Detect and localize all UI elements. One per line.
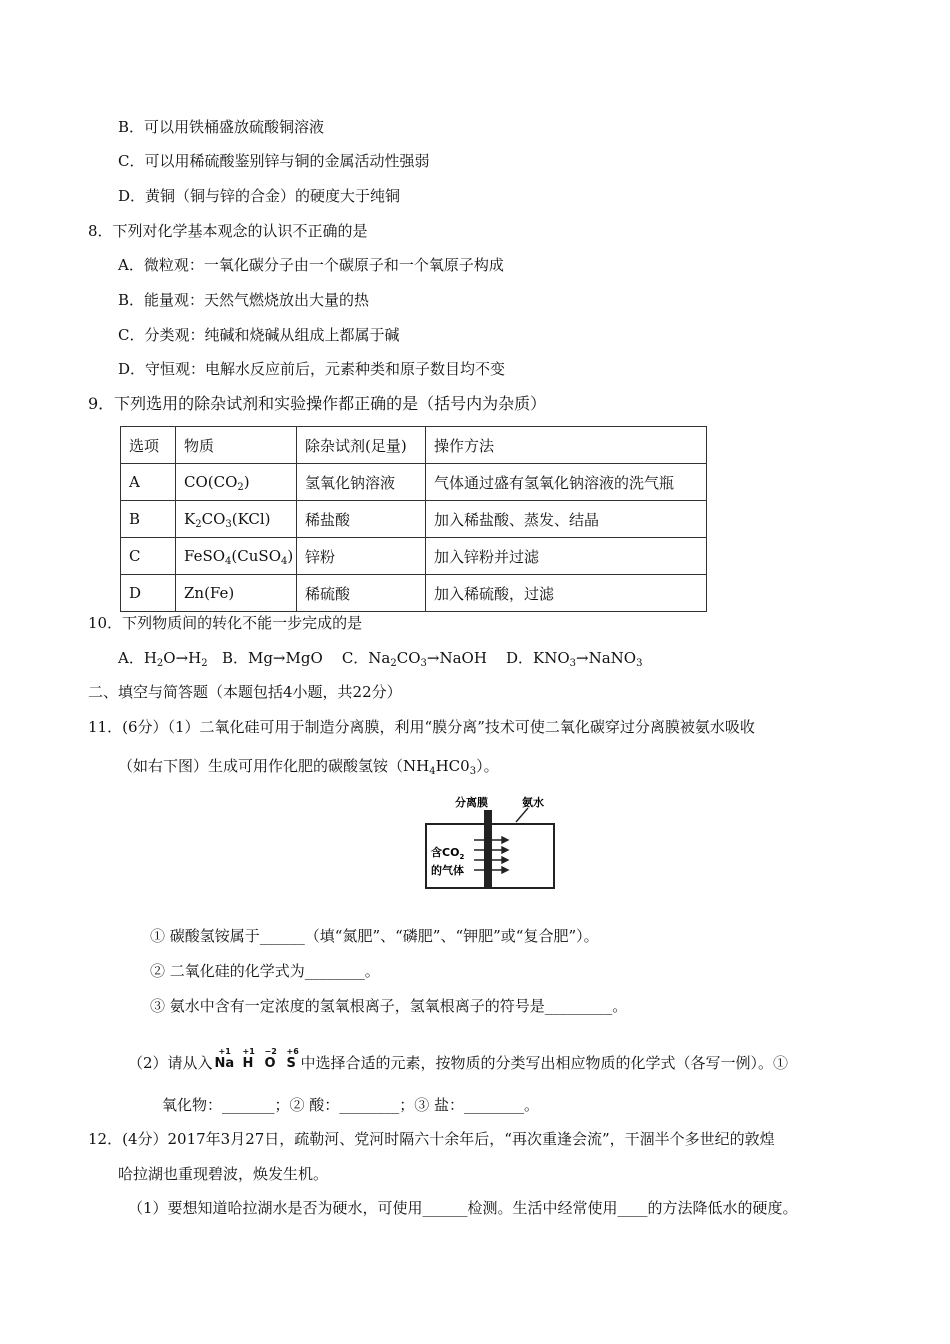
table-row	[121, 464, 707, 501]
q9-stem: 9．下列选用的除杂试剂和实验操作都正确的是（括号内为杂质）	[88, 394, 547, 413]
ammonia-label: 氨水	[522, 796, 544, 809]
cell-method: 加入稀硫酸，过滤	[426, 575, 707, 612]
header-substance: 物质	[176, 427, 297, 464]
table-row	[121, 575, 707, 612]
cell-substance: Zn(Fe)	[176, 575, 297, 612]
q10-option-d: D．$KNO_3\to NaNO_3$	[506, 649, 643, 669]
cell-option: A	[121, 464, 176, 501]
q7-option-d: D．黄铜（铜与锌的合金）的硬度大于纯铜	[118, 187, 401, 205]
q9-table	[120, 426, 707, 612]
cell-method: 加入稀盐酸、蒸发、结晶	[426, 501, 707, 538]
gas-label-2: 的气体	[431, 864, 464, 877]
q12-stem-1: 12．(4分）2017年3月27日，疏勒河、党河时隔六十余年后，“再次重逢会流”，干涸半个多世纪的敦煌	[88, 1130, 775, 1148]
q10-options	[118, 648, 642, 668]
header-method: 操作方法	[426, 427, 707, 464]
gas-label-1: 含$CO_2$	[431, 846, 465, 861]
q11-part-2-blanks: 氧化物：_______；② 酸：________；③ 盐：________。	[162, 1096, 540, 1114]
q11-stem-1: 11．(6分）（1）二氧化硅可用于制造分离膜，利用“膜分离”技术可使二氧化碳穿过分离膜被氨水吸收	[88, 718, 755, 736]
cell-reagent: 氢氧化钠溶液	[297, 464, 426, 501]
membrane-diagram	[422, 790, 562, 890]
table-row	[121, 501, 707, 538]
cell-option: D	[121, 575, 176, 612]
q8-stem: 8．下列对化学基本观念的认识不正确的是	[88, 222, 368, 240]
cell-method: 气体通过盛有氢氧化钠溶液的洗气瓶	[426, 464, 707, 501]
q8-option-b: B．能量观：天然气燃烧放出大量的热	[118, 291, 370, 309]
q12-stem-2: 哈拉湖也重现碧波，焕发生机。	[118, 1165, 329, 1183]
q7-option-b: B．可以用铁桶盛放硫酸铜溶液	[118, 118, 325, 136]
q10-option-b: B．Mg→MgO	[221, 649, 323, 667]
header-reagent: 除杂试剂(足量)	[297, 427, 426, 464]
cell-substance: $CO(CO_2)$	[176, 464, 297, 501]
q10-option-a: A．$H_2O\to H_2$	[118, 649, 208, 669]
header-option: 选项	[121, 427, 176, 464]
cell-option: B	[121, 501, 176, 538]
cell-reagent: 稀硫酸	[297, 575, 426, 612]
q10-option-c: C．$Na_2CO_3\to NaOH$	[341, 649, 487, 669]
q11-part-2: （2）请从入 +1 Na +1 H −2 O +6 S 中选择合适的元素，按物质的分类写出相应物质的化学式（各写一例）。①	[128, 1046, 788, 1076]
q11-sub-1: ① 碳酸氢铵属于______（填“氮肥”、“磷肥”、“钾肥”或“复合肥”）。	[150, 927, 599, 945]
q7-option-c: C．可以用稀硫酸鉴别锌与铜的金属活动性强弱	[118, 152, 430, 170]
cell-substance: $K_2CO_3(KCl)$	[176, 501, 297, 538]
membrane-label: 分离膜	[455, 796, 488, 809]
q11-sub-3: ③ 氨水中含有一定浓度的氢氧根离子，氢氧根离子的符号是_________。	[150, 997, 628, 1015]
membrane-diagram-svg	[422, 790, 562, 890]
q8-option-d: D．守恒观：电解水反应前后，元素种类和原子数目均不变	[118, 360, 506, 378]
q10-stem: 10．下列物质间的转化不能一步完成的是	[88, 614, 363, 632]
q8-option-c: C．分类观：纯碱和烧碱从组成上都属于碱	[118, 326, 400, 344]
table-row	[121, 538, 707, 575]
cell-reagent: 锌粉	[297, 538, 426, 575]
cell-substance: FeSO$_4$(CuSO$_4$)	[176, 538, 297, 575]
q12-sub-1: （1）要想知道哈拉湖水是否为硬水，可使用______检测。生活中经常使用____的方法降低水的硬度。	[128, 1199, 798, 1217]
element-valence-set: +1 Na +1 H −2 O +6 S	[214, 1047, 299, 1071]
cell-method: 加入锌粉并过滤	[426, 538, 707, 575]
section-2-heading: 二、填空与简答题（本题包括4小题，共22分）	[88, 683, 402, 701]
cell-option: C	[121, 538, 176, 575]
q8-option-a: A．微粒观：一氧化碳分子由一个碳原子和一个氧原子构成	[118, 256, 504, 274]
q11-stem-2: （如右下图）生成可用作化肥的碳酸氢铵$(NH_4HC0_3)$。	[118, 757, 499, 777]
cell-reagent: 稀盐酸	[297, 501, 426, 538]
q11-sub-2: ② 二氧化硅的化学式为________。	[150, 962, 380, 980]
table-header-row	[121, 427, 707, 464]
